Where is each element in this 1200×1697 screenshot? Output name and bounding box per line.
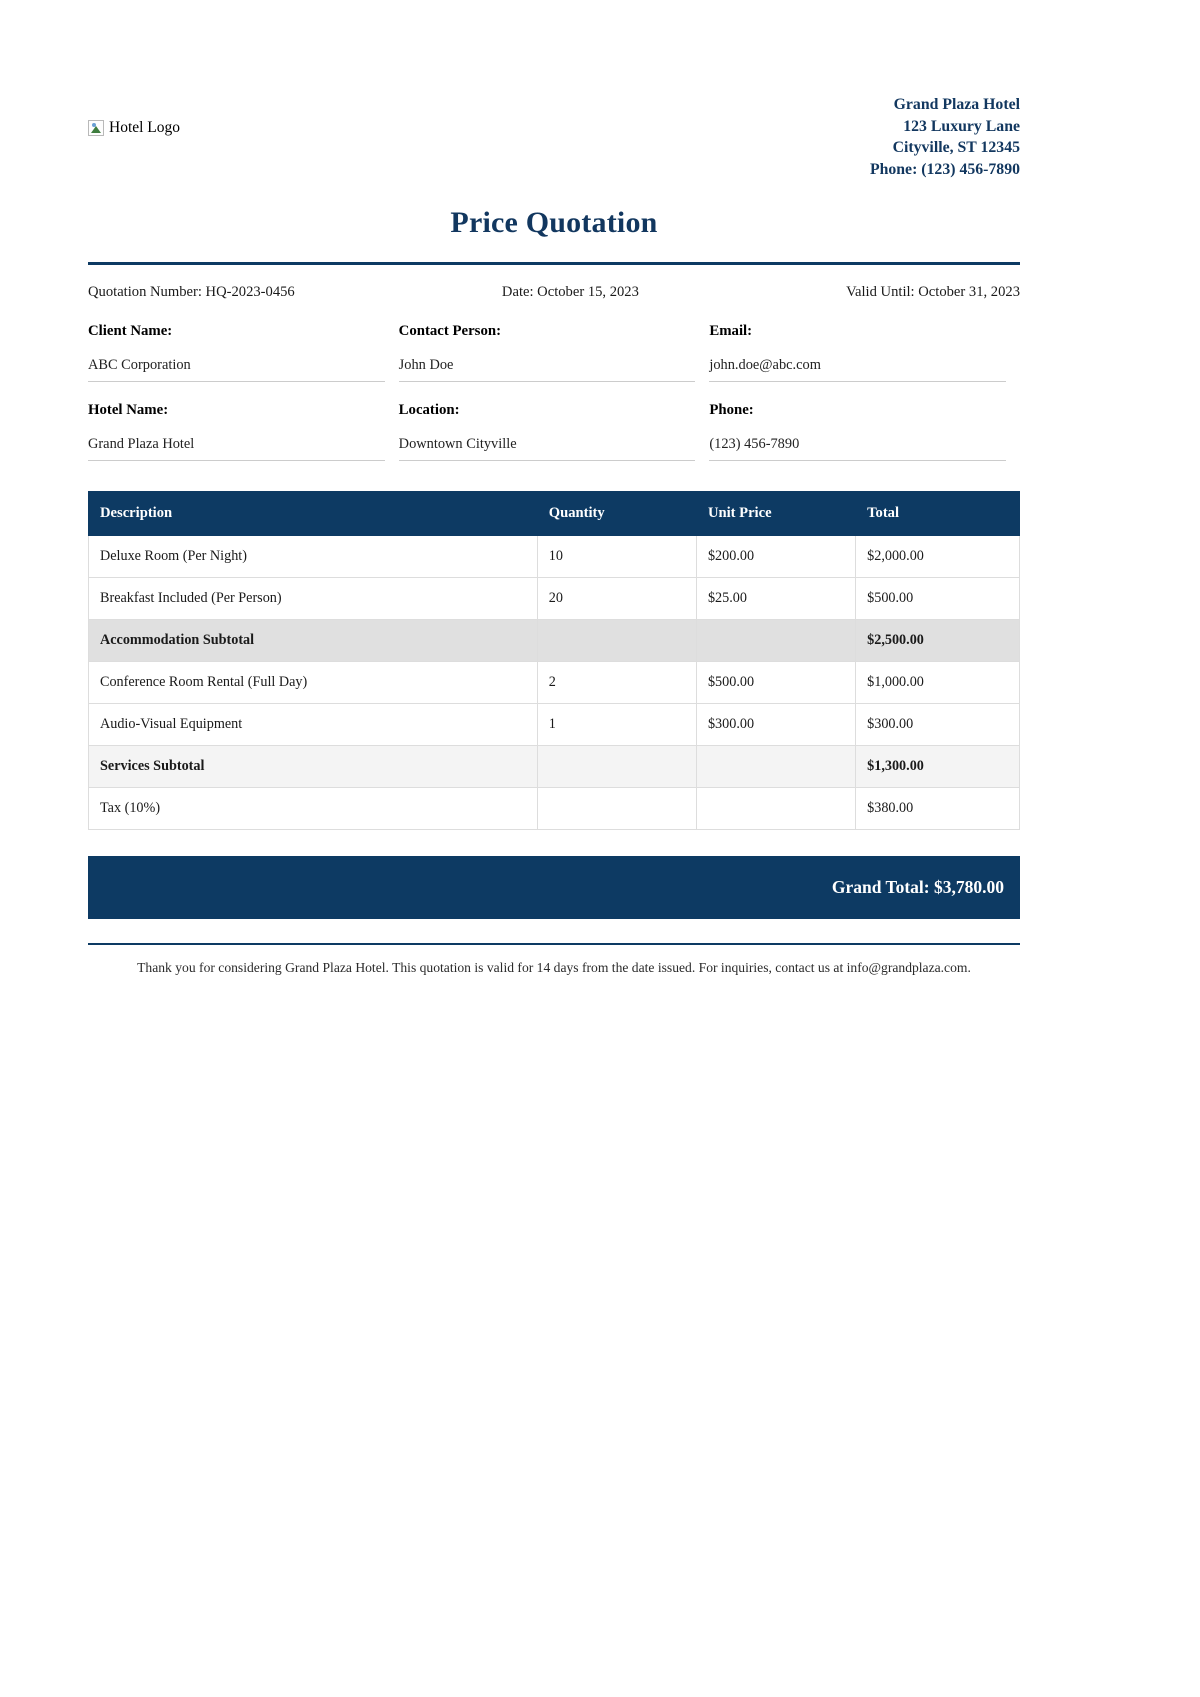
- field-label: Phone:: [709, 402, 754, 418]
- cell-quantity: 10: [537, 536, 696, 578]
- quotation-date: Date: October 15, 2023: [501, 284, 639, 300]
- cell-total: $380.00: [856, 788, 1020, 830]
- field-location: [399, 402, 710, 461]
- cell-total: $1,000.00: [856, 662, 1020, 704]
- company-street: 123 Luxury Lane: [903, 117, 1020, 135]
- cell-description: Accommodation Subtotal: [89, 620, 538, 662]
- cell-total: $1,300.00: [856, 746, 1020, 788]
- field-value: Downtown Cityville: [399, 436, 696, 461]
- field-label: Hotel Name:: [88, 402, 169, 418]
- cell-unit-price: $300.00: [696, 704, 855, 746]
- column-header-unit-price: Unit Price: [696, 492, 855, 536]
- cell-total: $300.00: [856, 704, 1020, 746]
- client-hotel-fields: [88, 323, 1020, 461]
- cell-description: Breakfast Included (Per Person): [89, 578, 538, 620]
- cell-unit-price: [696, 620, 855, 662]
- field-row-hotel: [88, 402, 1020, 461]
- field-contact-person: [399, 323, 710, 382]
- document-header: [88, 86, 1020, 180]
- table-row: [89, 578, 1020, 620]
- company-city-state-zip: Cityville, ST 12345: [892, 139, 1020, 156]
- field-label: Client Name:: [88, 323, 173, 339]
- hotel-logo-alt-text: Hotel Logo: [109, 119, 181, 136]
- field-value: (123) 456-7890: [709, 436, 1006, 461]
- cell-unit-price: $200.00: [696, 536, 855, 578]
- cell-quantity: 20: [537, 578, 696, 620]
- field-client-name: [88, 323, 399, 382]
- table-row: [89, 704, 1020, 746]
- cell-quantity: 2: [537, 662, 696, 704]
- page-title: Price Quotation: [450, 206, 658, 239]
- table-header-row: [89, 492, 1020, 536]
- table-row: [89, 662, 1020, 704]
- cell-total: $500.00: [856, 578, 1020, 620]
- cell-unit-price: $500.00: [696, 662, 855, 704]
- field-value: John Doe: [399, 357, 696, 382]
- footer-divider: [88, 943, 1020, 945]
- subtotal-row: [89, 746, 1020, 788]
- field-label: Location:: [398, 402, 460, 418]
- field-label: Contact Person:: [398, 323, 501, 339]
- field-row-client: [88, 323, 1020, 382]
- cell-description: Deluxe Room (Per Night): [89, 536, 538, 578]
- hotel-logo: [88, 86, 180, 136]
- line-items-body: [89, 536, 1020, 830]
- column-header-total: Total: [856, 492, 1020, 536]
- grand-total-banner: Grand Total: $3,780.00: [88, 856, 1020, 919]
- footer-note: Thank you for considering Grand Plaza Hotel. This quotation is valid for 14 days from the date issued. For inquiries, contact us at info@grandplaza.com.: [137, 960, 971, 975]
- quotation-meta-row: [88, 284, 1020, 301]
- subtotal-row: [89, 620, 1020, 662]
- column-header-quantity: Quantity: [537, 492, 696, 536]
- field-value: Grand Plaza Hotel: [88, 436, 385, 461]
- field-label: Email:: [709, 323, 753, 339]
- cell-description: Conference Room Rental (Full Day): [89, 662, 538, 704]
- cell-unit-price: [696, 746, 855, 788]
- cell-quantity: [537, 620, 696, 662]
- cell-total: $2,500.00: [856, 620, 1020, 662]
- cell-total: $2,000.00: [856, 536, 1020, 578]
- cell-quantity: [537, 746, 696, 788]
- cell-description: Tax (10%): [89, 788, 538, 830]
- company-address-block: [870, 86, 1020, 180]
- cell-unit-price: $25.00: [696, 578, 855, 620]
- cell-quantity: 1: [537, 704, 696, 746]
- cell-description: Services Subtotal: [89, 746, 538, 788]
- field-email: [709, 323, 1020, 382]
- field-value: ABC Corporation: [88, 357, 385, 382]
- quotation-number: Quotation Number: HQ-2023-0456: [88, 284, 295, 300]
- table-row: [89, 536, 1020, 578]
- field-value: john.doe@abc.com: [709, 357, 1006, 382]
- line-items-table: [88, 491, 1020, 830]
- company-name: Grand Plaza Hotel: [893, 96, 1020, 113]
- field-hotel-name: [88, 402, 399, 461]
- field-phone: [709, 402, 1020, 461]
- quotation-valid-until: Valid Until: October 31, 2023: [846, 284, 1020, 300]
- cell-unit-price: [696, 788, 855, 830]
- cell-quantity: [537, 788, 696, 830]
- broken-image-icon: [88, 120, 104, 136]
- title-divider: [88, 262, 1020, 265]
- company-phone: Phone: (123) 456-7890: [869, 160, 1020, 178]
- table-row: [89, 788, 1020, 830]
- column-header-description: Description: [89, 492, 538, 536]
- cell-description: Audio-Visual Equipment: [89, 704, 538, 746]
